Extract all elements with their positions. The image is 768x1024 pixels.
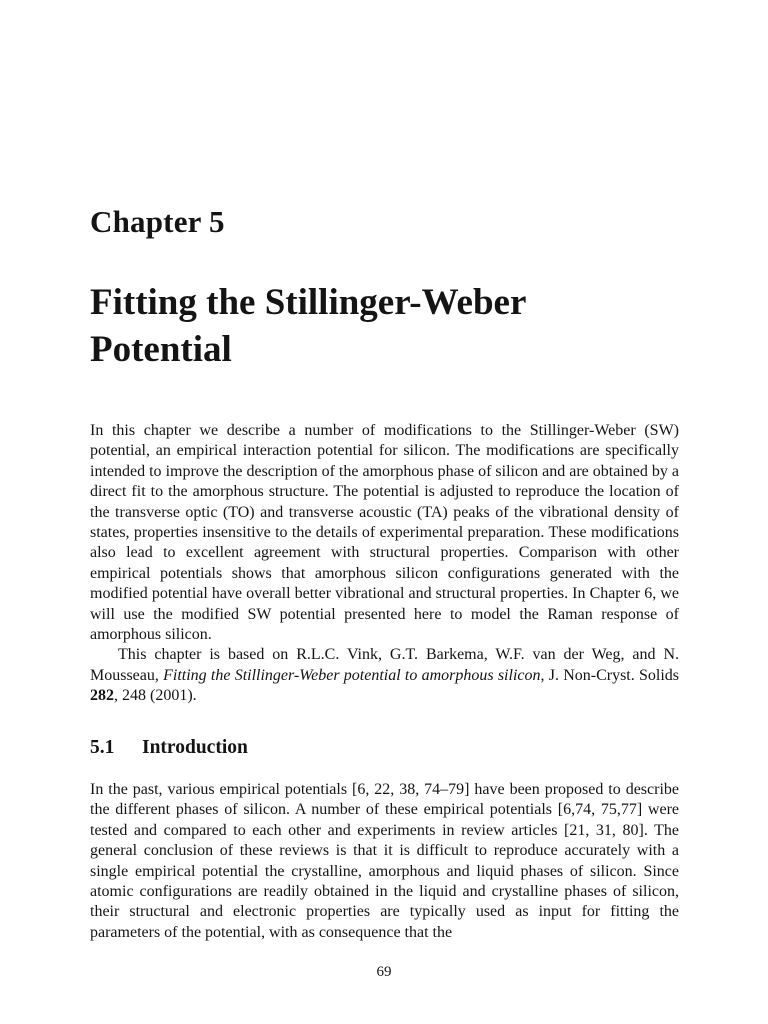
chapter-title-line-2: Potential — [90, 329, 232, 370]
citation-volume: 282 — [90, 687, 114, 705]
chapter-label: Chapter 5 — [90, 204, 225, 239]
citation-pages-year: , 248 (2001). — [114, 687, 197, 705]
citation-prefix: This chapter is based on R.L.C. Vink, G.T. Barkema, W.F. van der Weg, and N. Mousseau, — [90, 646, 679, 684]
introduction-paragraph: In the past, various empirical potentials [6, 22, 38, 74–79] have been proposed to describe the different phases of silicon. A number of these empirical potentials [6,74, 75,77] were tested and compared to each other and experiments in review articles [21, 31, 80]. The general conclusion of these reviews is that it is difficult to reproduce accurately with a single empirical potential the crystalline, amorphous and liquid phases of silicon. Since atomic configurations are readily obtained in the liquid and crystalline phases of silicon, their structural and electronic properties are typically used as input for fitting the parameters of the potential, with as consequence that the — [90, 781, 679, 941]
abstract-paragraph: In this chapter we describe a number of modifications to the Stillinger-Weber (SW) potential, an empirical interaction potential for silicon. The modifications are specifically intended to improve the description of the amorphous phase of silicon and are obtained by a direct fit to the amorphous structure. The potential is adjusted to reproduce the location of the transverse optic (TO) and transverse acoustic (TA) peaks of the vibrational density of states, properties insensitive to the details of experimental preparation. These modifications also lead to excellent agreement with structural properties. Comparison with other empirical potentials shows that amorphous silicon configurations generated with the modified potential have overall better vibrational and structural properties. In Chapter 6, we will use the modified SW potential presented here to model the Raman response of amorphous silicon. — [90, 422, 679, 644]
chapter-abstract — [90, 421, 679, 707]
chapter-title-line-1: Fitting the Stillinger-Weber — [90, 282, 527, 323]
introduction-body — [90, 780, 679, 943]
section-title: Introduction — [142, 737, 248, 758]
section-number: 5.1 — [90, 737, 115, 758]
section-heading — [90, 737, 248, 759]
citation-journal: , J. Non-Cryst. Solids — [540, 666, 680, 684]
chapter-title — [90, 279, 690, 373]
citation-title: Fitting the Stillinger-Weber potential to amorphous silicon — [163, 666, 541, 684]
page-number: 69 — [376, 964, 392, 980]
citation-paragraph — [90, 645, 679, 706]
